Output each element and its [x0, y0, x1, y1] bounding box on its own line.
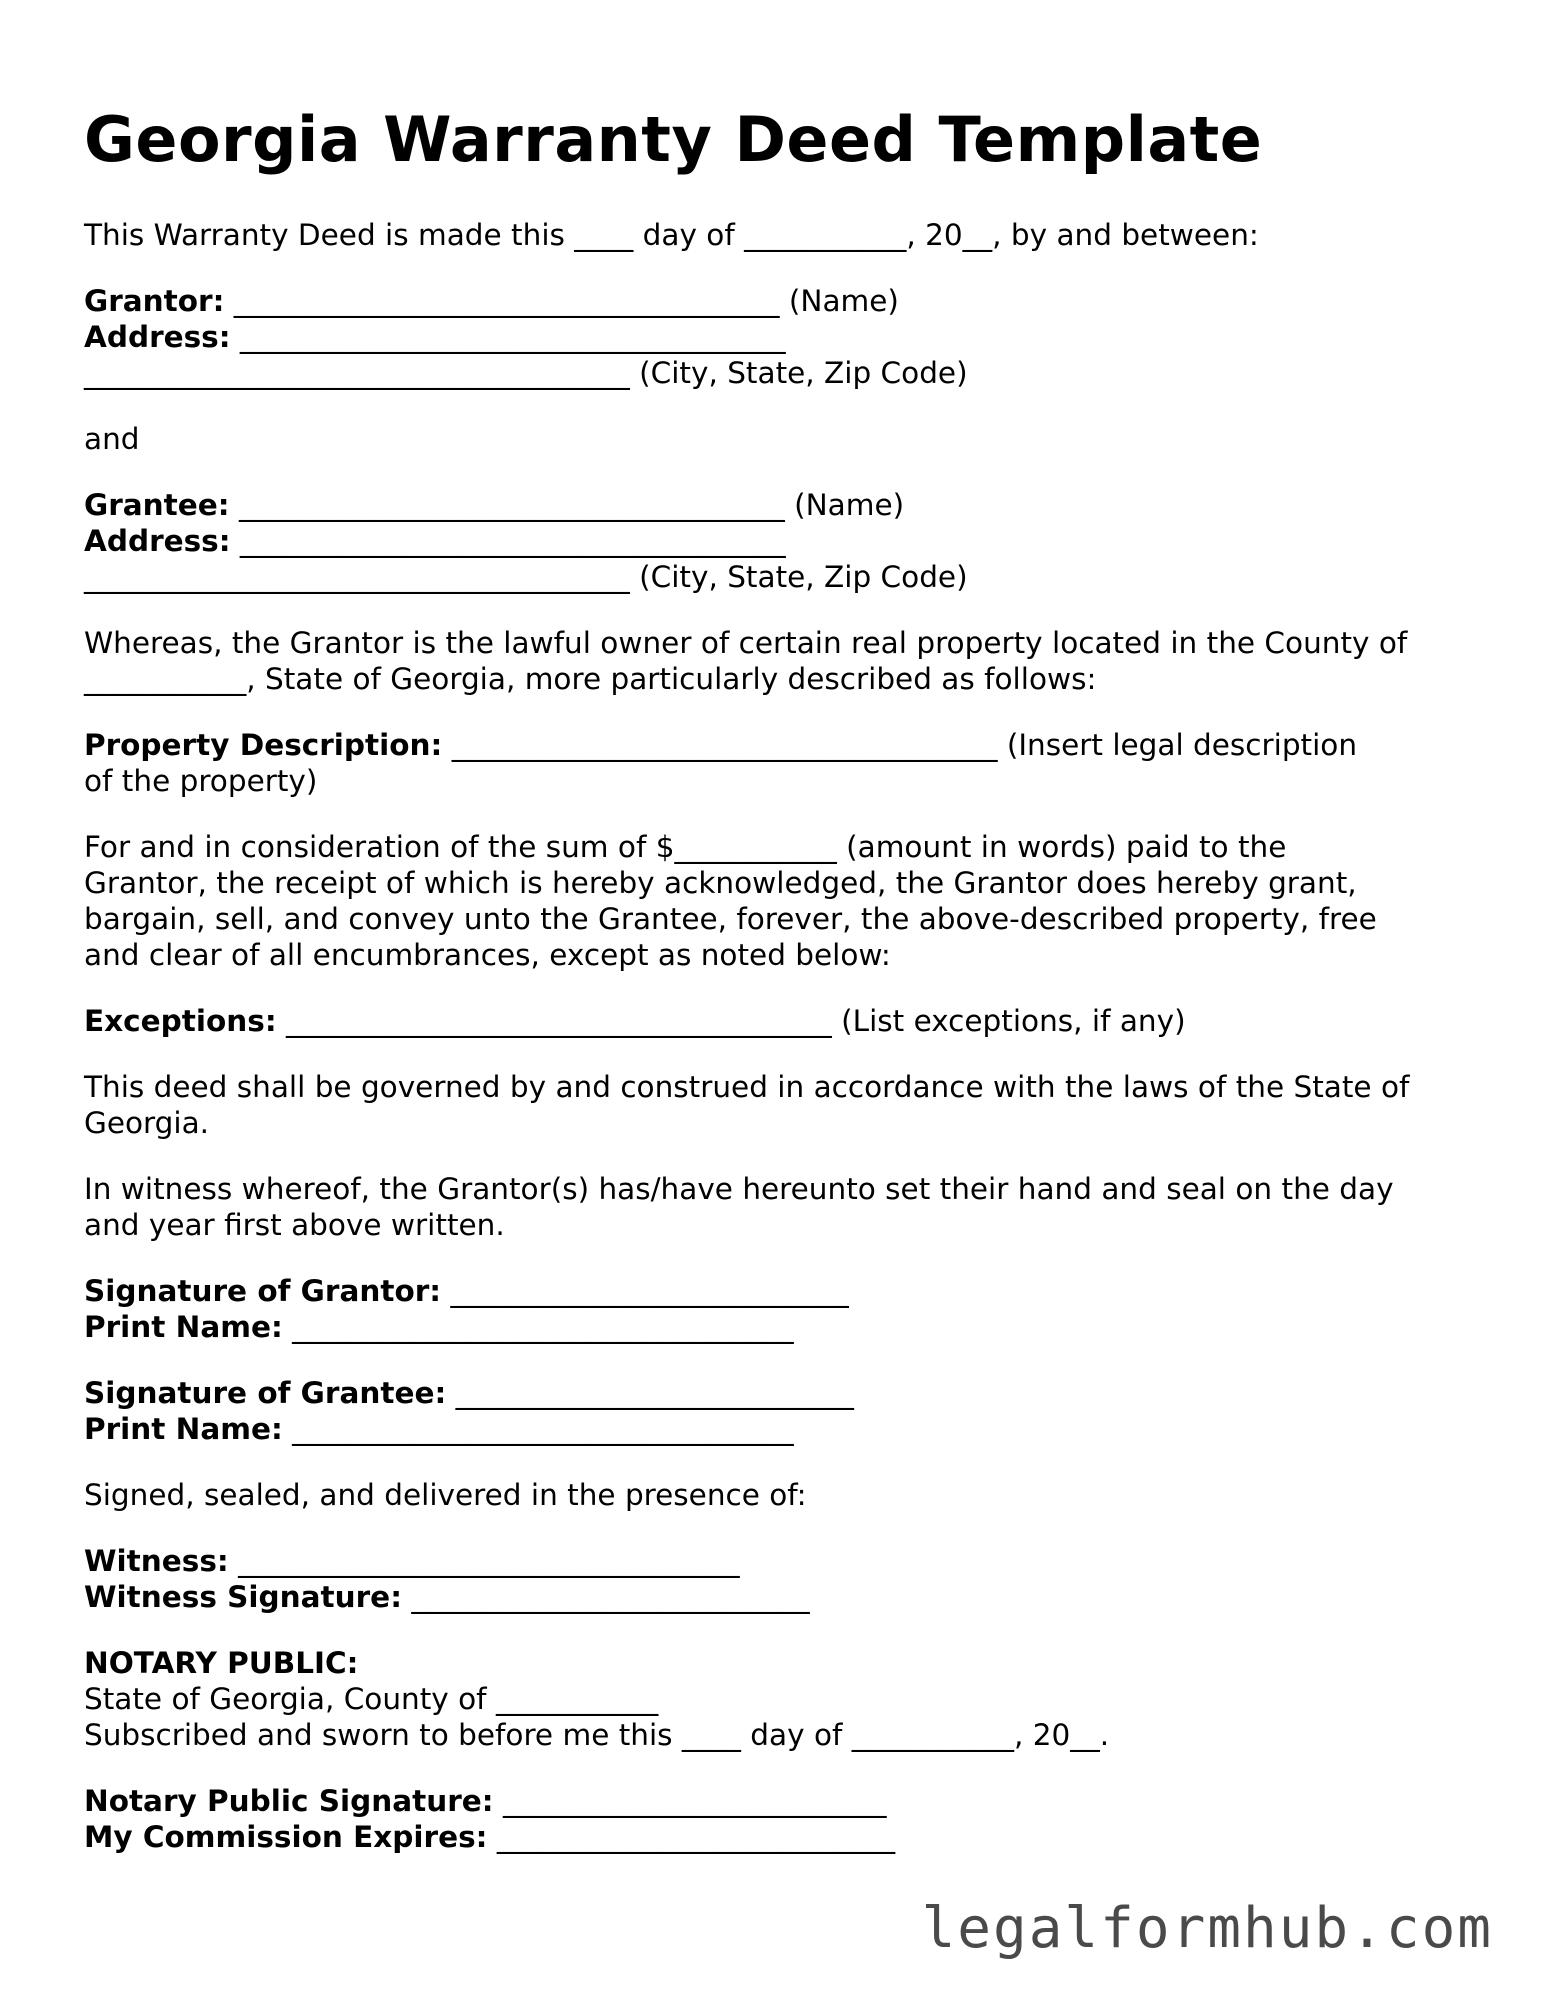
property-label: Property Description: [84, 728, 443, 763]
exceptions-paragraph [84, 1003, 1464, 1039]
notary-heading-line [84, 1645, 1464, 1681]
witness-blank: __________________________________ [228, 1544, 740, 1579]
grantor-signature-line [84, 1273, 1464, 1309]
consideration-line-3: bargain, sell, and convey unto the Grantee, forever, the above-described property, free [84, 902, 1377, 937]
grantee-address-line [84, 523, 1464, 559]
grantee-name-line [84, 487, 1464, 523]
governing-line-1: This deed shall be governed by and construed in accordance with the laws of the State of [84, 1070, 1410, 1105]
witness-line [84, 1543, 1464, 1579]
property-blank: _____________________________________ (Insert legal description [442, 728, 1358, 763]
document-page [84, 104, 1464, 1885]
property-line-2: of the property) [84, 764, 318, 799]
whereas-line-2: ___________, State of Georgia, more particularly described as follows: [84, 662, 1097, 697]
consideration-line-4: and clear of all encumbrances, except as noted below: [84, 938, 891, 973]
exceptions-label: Exceptions: [84, 1004, 277, 1039]
witness-signature-line [84, 1579, 1464, 1615]
whereas-paragraph [84, 625, 1464, 697]
witness-clause-line-2: and year first above written. [84, 1208, 505, 1243]
and-paragraph [84, 421, 1464, 457]
notary-signature-block [84, 1783, 1464, 1855]
grantor-label: Grantor: [84, 284, 225, 319]
notary-block [84, 1645, 1464, 1753]
grantee-signature-block [84, 1375, 1464, 1447]
witness-signature-blank: ___________________________ [402, 1580, 810, 1615]
notary-signature-label: Notary Public Signature: [84, 1784, 494, 1819]
grantor-signature-blank: ___________________________ [441, 1274, 849, 1309]
grantee-signature-line [84, 1375, 1464, 1411]
grantee-label: Grantee: [84, 488, 230, 523]
document-title: Georgia Warranty Deed Template [84, 103, 1263, 176]
commission-expires-line [84, 1819, 1464, 1855]
and-text: and [84, 422, 140, 457]
grantor-section [84, 283, 1464, 391]
presence-paragraph [84, 1477, 1464, 1513]
exceptions-line [84, 1003, 1464, 1039]
grantee-address-label: Address: [84, 524, 231, 559]
commission-expires-blank: ___________________________ [487, 1820, 896, 1855]
grantee-address-blank: _____________________________________ [230, 524, 786, 559]
consideration-line-2: Grantor, the receipt of which is hereby acknowledged, the Grantor does hereby grant, [84, 866, 1357, 901]
grantor-address-blank: _____________________________________ [230, 320, 786, 355]
grantee-section [84, 487, 1464, 595]
grantee-print-name-line [84, 1411, 1464, 1447]
presence-text: Signed, sealed, and delivered in the presence of: [84, 1478, 807, 1513]
grantor-signature-label: Signature of Grantor: [84, 1274, 442, 1309]
grantor-name-blank: _____________________________________ (Name) [224, 284, 899, 319]
notary-county-line: State of Georgia, County of ___________ [84, 1682, 659, 1717]
witness-signature-label: Witness Signature: [84, 1580, 402, 1615]
grantor-print-name-label: Print Name: [84, 1310, 283, 1345]
intro-text: This Warranty Deed is made this ____ day of ___________, 20__, by and between: [84, 218, 1259, 253]
grantor-address-label: Address: [84, 320, 231, 355]
notary-signature-line [84, 1783, 1464, 1819]
grantee-name-blank: _____________________________________ (Name) [229, 488, 905, 523]
grantor-name-line [84, 283, 1464, 319]
grantee-signature-label: Signature of Grantee: [84, 1376, 447, 1411]
commission-expires-label: My Commission Expires: [84, 1820, 488, 1855]
grantee-print-name-blank: __________________________________ [282, 1412, 794, 1447]
notary-sworn-line: Subscribed and sworn to before me this ____ day of ___________, 20__. [84, 1718, 1110, 1753]
witness-clause-paragraph [84, 1171, 1464, 1243]
grantor-print-name-line [84, 1309, 1464, 1345]
notary-signature-blank: __________________________ [493, 1784, 887, 1819]
property-description-paragraph [84, 727, 1464, 799]
governing-law-paragraph [84, 1069, 1464, 1141]
grantor-address-line [84, 319, 1464, 355]
grantee-print-name-label: Print Name: [84, 1412, 283, 1447]
witness-clause-line-1: In witness whereof, the Grantor(s) has/have hereunto set their hand and seal on the day [84, 1172, 1394, 1207]
property-line-1 [84, 727, 1464, 763]
whereas-line-1: Whereas, the Grantor is the lawful owner of certain real property located in the County of [84, 626, 1408, 661]
witness-label: Witness: [84, 1544, 229, 1579]
consideration-line-1: For and in consideration of the sum of $___________ (amount in words) paid to the [84, 830, 1287, 865]
grantor-print-name-blank: __________________________________ [282, 1310, 794, 1345]
grantor-city-line: _____________________________________ (City, State, Zip Code) [84, 356, 968, 391]
exceptions-blank: _____________________________________ (List exceptions, if any) [276, 1004, 1186, 1039]
intro-paragraph [84, 217, 1464, 253]
witness-block [84, 1543, 1464, 1615]
governing-line-2: Georgia. [84, 1106, 210, 1141]
grantee-signature-blank: ___________________________ [446, 1376, 854, 1411]
grantor-signature-block [84, 1273, 1464, 1345]
site-watermark: legalformhub.com [921, 1896, 1493, 1961]
notary-heading: NOTARY PUBLIC: [84, 1646, 359, 1681]
consideration-paragraph [84, 829, 1464, 973]
grantee-city-line: _____________________________________ (City, State, Zip Code) [84, 560, 968, 595]
